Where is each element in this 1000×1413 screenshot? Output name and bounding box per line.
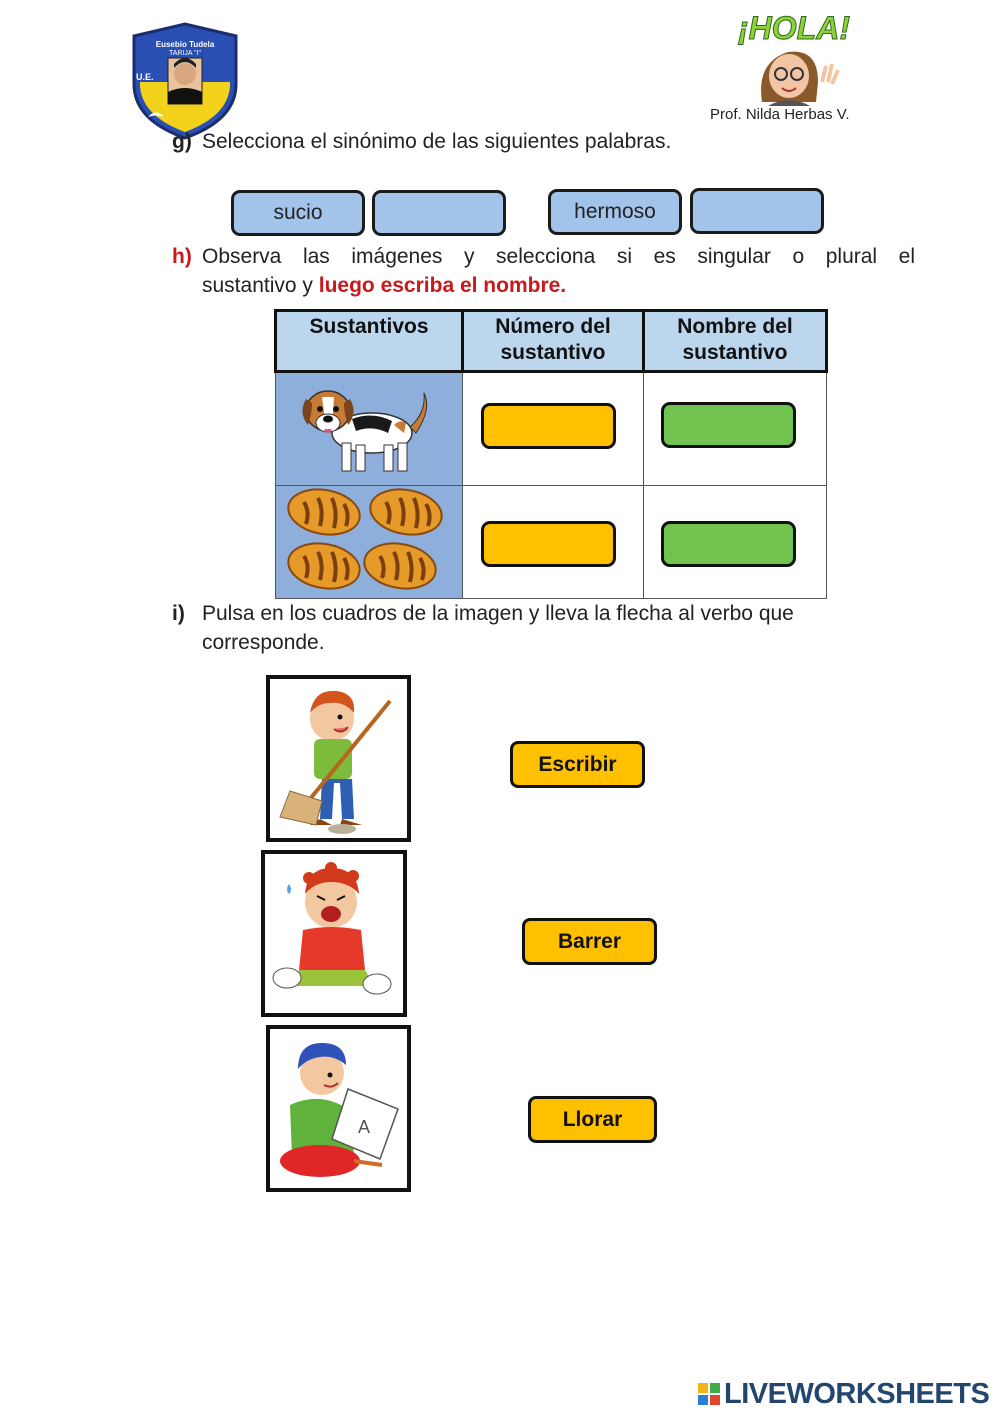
- section-h-instruction-plain: sustantivo y: [202, 274, 319, 297]
- section-i-instruction-line2: corresponde.: [202, 631, 325, 654]
- word-sucio: sucio: [231, 190, 365, 236]
- hola-avatar: [738, 10, 848, 106]
- number-cell-dog: [463, 372, 644, 486]
- section-g-instruction: Selecciona el sinónimo de las siguientes palabras.: [202, 130, 672, 153]
- section-h-instruction-red: luego escriba el nombre.: [318, 274, 567, 297]
- dog-image: [276, 373, 460, 480]
- liveworksheets-logo: [698, 1378, 994, 1410]
- header-sustantivos: Sustantivos: [276, 311, 463, 372]
- liveworksheets-text: LIVEWORKSHEETS: [724, 1377, 990, 1410]
- name-answer-breads[interactable]: [661, 521, 796, 567]
- section-h-instruction-line1: Observa las imágenes y selecciona si es singular o plural el: [202, 245, 915, 268]
- number-answer-breads[interactable]: [481, 521, 616, 567]
- header-numero: Número del sustantivo: [463, 311, 644, 372]
- header-nombre: Nombre del sustantivo: [644, 311, 827, 372]
- synonym-answer-hermoso[interactable]: [690, 188, 824, 234]
- noun-table: [274, 309, 828, 599]
- school-logo: [128, 22, 242, 140]
- number-cell-breads: [463, 486, 644, 599]
- number-answer-dog[interactable]: [481, 403, 616, 449]
- school-sub: TARIJA "I": [168, 50, 202, 57]
- breads-image: [276, 486, 460, 593]
- verb-barrer[interactable]: Barrer: [522, 918, 657, 965]
- word-hermoso: hermoso: [548, 189, 682, 235]
- section-i-label: i): [172, 602, 185, 625]
- dog-cell: [276, 372, 463, 486]
- synonym-answer-sucio[interactable]: [372, 190, 506, 236]
- image-writing-boy[interactable]: [266, 1025, 411, 1192]
- school-ue: U.E.: [136, 72, 154, 82]
- svg-text:A: A: [358, 1117, 371, 1137]
- breads-cell: [276, 486, 463, 599]
- image-crying-boy[interactable]: [261, 850, 407, 1017]
- section-h-instruction-line2: [202, 271, 566, 300]
- section-i-instruction-line1: Pulsa en los cuadros de la imagen y lleva la flecha al verbo que: [202, 602, 794, 625]
- name-answer-dog[interactable]: [661, 402, 796, 448]
- teacher-name: Prof. Nilda Herbas V.: [710, 106, 850, 123]
- verb-llorar[interactable]: Llorar: [528, 1096, 657, 1143]
- school-name: Eusebio Tudela: [155, 40, 215, 49]
- liveworksheets-icon: [698, 1383, 720, 1405]
- verb-escribir[interactable]: Escribir: [510, 741, 645, 788]
- name-cell-breads: [644, 486, 827, 599]
- hola-text: ¡HOLA!: [738, 10, 850, 46]
- section-h-label: h): [172, 245, 192, 268]
- section-g-label: g): [172, 130, 192, 153]
- image-sweeping-boy[interactable]: [266, 675, 411, 842]
- name-cell-dog: [644, 372, 827, 486]
